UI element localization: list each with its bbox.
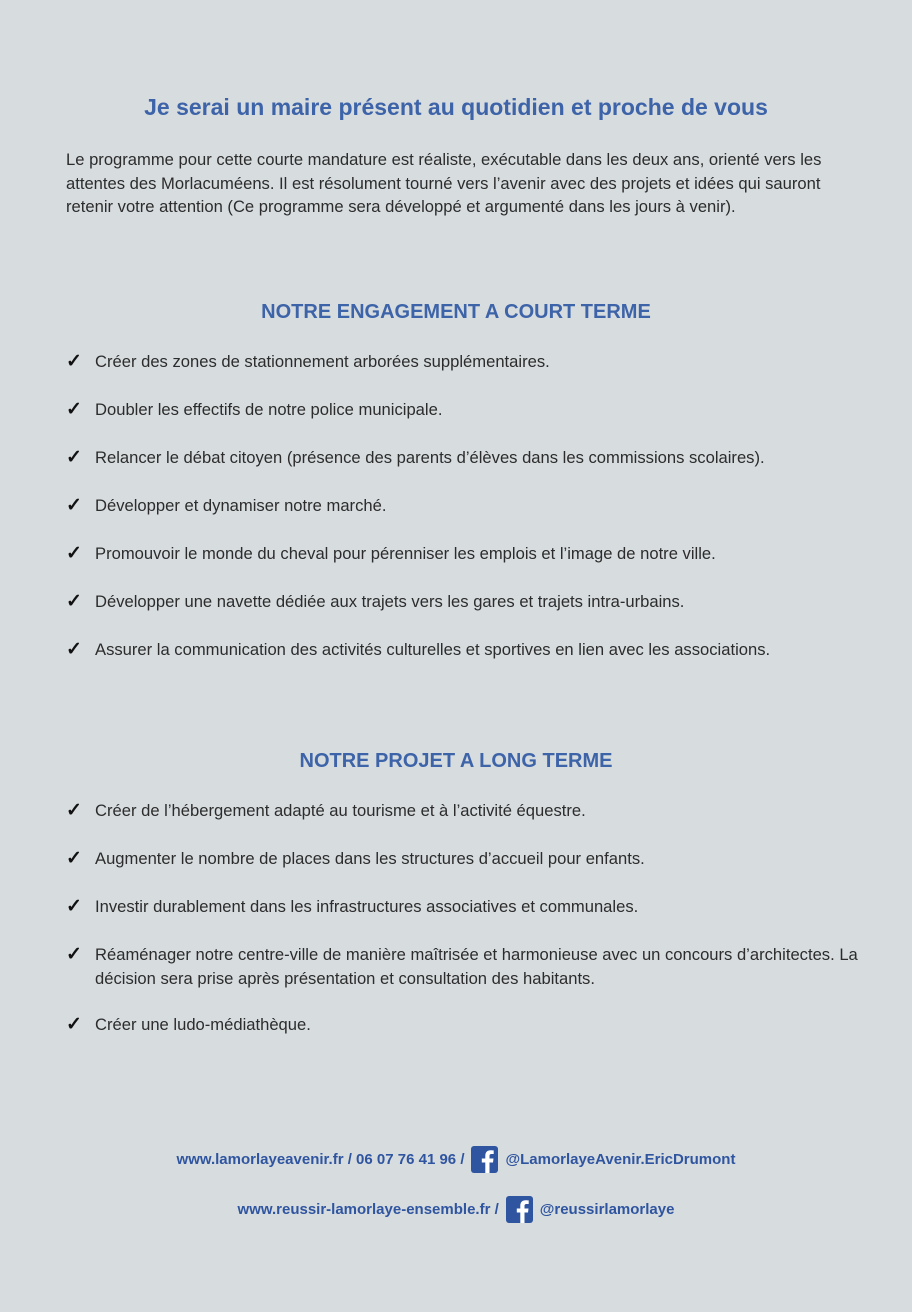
list-item-text: Développer et dynamiser notre marché. <box>95 496 387 515</box>
intro-paragraph: Le programme pour cette courte mandature est réaliste, exécutable dans les deux ans, orienté vers les attentes des Morlacuméens. Il est résolument tourné vers l’avenir avec des projets et idées qui sauront retenir votre attention (Ce programme sera développé et argumenté dans les jours à venir). <box>66 150 822 216</box>
check-icon: ✓ <box>66 543 82 564</box>
list-item <box>66 799 866 823</box>
list-item-text: Créer de l’hébergement adapté au tourisme et à l’activité équestre. <box>95 801 586 820</box>
check-icon: ✓ <box>66 447 82 468</box>
list-item <box>66 446 866 470</box>
list-item-text: Créer des zones de stationnement arborées supplémentaires. <box>95 352 550 371</box>
check-icon: ✓ <box>66 351 82 372</box>
check-icon: ✓ <box>66 800 82 821</box>
list-item <box>66 590 866 614</box>
facebook-icon[interactable] <box>471 1146 498 1173</box>
check-icon: ✓ <box>66 639 82 660</box>
page-title: Je serai un maire présent au quotidien et proche de vous <box>144 94 768 120</box>
check-icon: ✓ <box>66 848 82 869</box>
list-item-text: Assurer la communication des activités culturelles et sportives en lien avec les associations. <box>95 640 771 659</box>
list-item <box>66 895 866 919</box>
short-term-title: NOTRE ENGAGEMENT A COURT TERME <box>261 301 651 323</box>
list-item-text: Investir durablement dans les infrastructures associatives et communales. <box>95 897 639 916</box>
facebook-handle-2[interactable]: @reussirlamorlaye <box>539 1201 675 1218</box>
website-link-2[interactable]: www.reussir-lamorlaye-ensemble.fr / <box>237 1201 499 1218</box>
footer-contact-1 <box>0 1146 912 1173</box>
list-item-text: Créer une ludo-médiathèque. <box>95 1015 311 1034</box>
list-item <box>66 943 866 991</box>
check-icon: ✓ <box>66 495 82 516</box>
check-icon: ✓ <box>66 896 82 917</box>
check-icon: ✓ <box>66 399 82 420</box>
list-item-text: Réaménager notre centre-ville de manière maîtrisée et harmonieuse avec un concours d’architectes. La décision sera prise après présentation et consultation des habitants. <box>95 945 858 988</box>
list-item-text: Augmenter le nombre de places dans les structures d’accueil pour enfants. <box>95 849 645 868</box>
list-item-text: Développer une navette dédiée aux trajets vers les gares et trajets intra-urbains. <box>95 592 685 611</box>
list-item <box>66 1013 866 1037</box>
list-item <box>66 542 866 566</box>
list-item-text: Relancer le débat citoyen (présence des parents d’élèves dans les commissions scolaires). <box>95 448 765 467</box>
list-item-text: Doubler les effectifs de notre police municipale. <box>95 400 443 419</box>
list-item <box>66 494 866 518</box>
list-item <box>66 350 866 374</box>
website-link-1[interactable]: www.lamorlayeavenir.fr / 06 07 76 41 96 / <box>176 1151 465 1168</box>
check-icon: ✓ <box>66 591 82 612</box>
footer-contact-2 <box>0 1196 912 1223</box>
list-item <box>66 638 866 662</box>
check-icon: ✓ <box>66 944 82 965</box>
facebook-icon[interactable] <box>506 1196 533 1223</box>
list-item-text: Promouvoir le monde du cheval pour pérenniser les emplois et l’image de notre ville. <box>95 544 716 563</box>
check-icon: ✓ <box>66 1014 82 1035</box>
long-term-title: NOTRE PROJET A LONG TERME <box>299 750 613 772</box>
list-item <box>66 847 866 871</box>
facebook-handle-1[interactable]: @LamorlayeAvenir.EricDrumont <box>505 1151 736 1168</box>
list-item <box>66 398 866 422</box>
